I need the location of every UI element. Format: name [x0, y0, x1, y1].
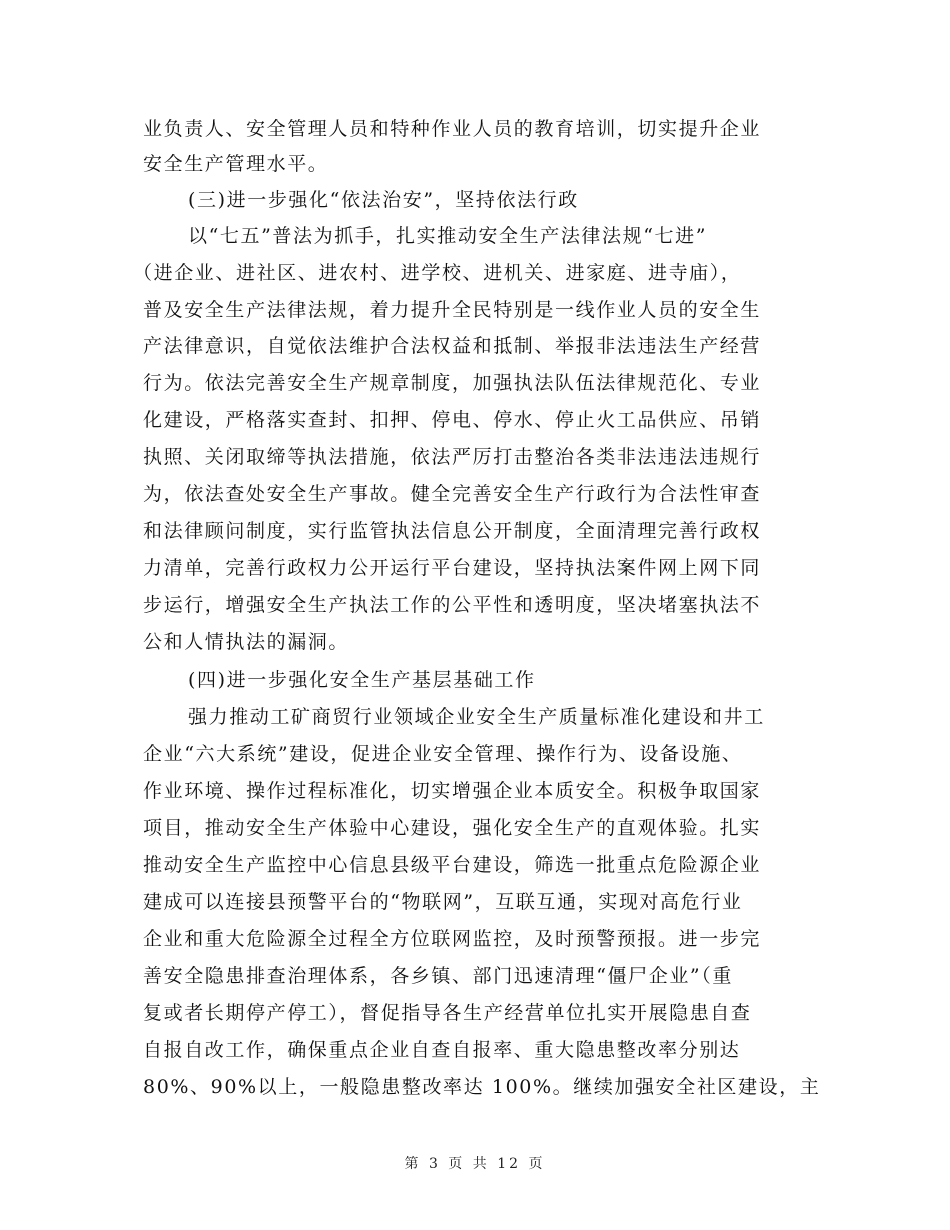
paragraph-line: 善安全隐患排查治理体系，各乡镇、部门迅速清理“僵尸企业”（重 [143, 965, 733, 987]
page-number-footer: 第 3 页 共 12 页 [404, 1156, 546, 1172]
paragraph-line: 产法律意识，自觉依法维护合法权益和抵制、举报非法违法生产经营 [143, 335, 762, 357]
paragraph-line: 项目，推动安全生产体验中心建设，强化安全生产的直观体验。扎实 [143, 817, 762, 839]
paragraph-line: 作业环境、操作过程标准化，切实增强企业本质安全。积极争取国家 [143, 780, 762, 802]
paragraph-line: 和法律顾问制度，实行监管执法信息公开制度，全面清理完善行政权 [143, 520, 762, 542]
paragraph-line: 为，依法查处安全生产事故。健全完善安全生产行政行为合法性审查 [143, 483, 762, 505]
paragraph-line: 企业“六大系统”建设，促进企业安全管理、操作行为、设备设施、 [143, 743, 743, 765]
paragraph-line: 80%、90%以上，一般隐患整改率达 100%。继续加强安全社区建设，主 [143, 1076, 821, 1098]
paragraph-line: 化建设，严格落实查封、扣押、停电、停水、停止火工品供应、吊销 [143, 409, 762, 431]
section-heading: (四)进一步强化安全生产基层基础工作 [188, 669, 536, 691]
paragraph-line: 安全生产管理水平。 [143, 153, 329, 175]
paragraph-line: 公和人情执法的漏洞。 [143, 631, 350, 653]
paragraph-line: 建成可以连接县预警平台的“物联网”，互联互通，实现对高危行业 [143, 891, 743, 913]
paragraph-line: 行为。依法完善安全生产规章制度，加强执法队伍法律规范化、专业 [143, 372, 762, 394]
section-heading: (三)进一步强化“依法治安”，坚持依法行政 [188, 189, 579, 211]
paragraph-line: 普及安全生产法律法规，着力提升全民特别是一线作业人员的安全生 [143, 299, 762, 321]
paragraph-line: 步运行，增强安全生产执法工作的公平性和透明度，坚决堵塞执法不 [143, 594, 762, 616]
paragraph-line: 自报自改工作，确保重点企业自查自报率、重大隐患整改率分别达 [143, 1039, 741, 1061]
paragraph-line: 力清单，完善行政权力公开运行平台建设，坚持执法案件网上网下同 [143, 557, 762, 579]
paragraph-line: 推动安全生产监控中心信息县级平台建设，筛选一批重点危险源企业 [143, 854, 762, 876]
paragraph-line: 复或者长期停产停工），督促指导各生产经营单位扎实开展隐患自查 [143, 1002, 752, 1024]
paragraph-line: 以“七五”普法为抓手，扎实推动安全生产法律法规“七进” [188, 225, 708, 247]
paragraph-line: 执照、关闭取缔等执法措施，依法严厉打击整治各类非法违法违规行 [143, 446, 762, 468]
paragraph-line: 业负责人、安全管理人员和特种作业人员的教育培训，切实提升企业 [143, 118, 762, 140]
paragraph-line: 强力推动工矿商贸行业领域企业安全生产质量标准化建设和井工 [188, 706, 765, 728]
paragraph-line: （进企业、进社区、进农村、进学校、进机关、进家庭、进寺庙）， [133, 262, 742, 284]
paragraph-line: 企业和重大危险源全过程全方位联网监控，及时预警预报。进一步完 [143, 928, 762, 950]
